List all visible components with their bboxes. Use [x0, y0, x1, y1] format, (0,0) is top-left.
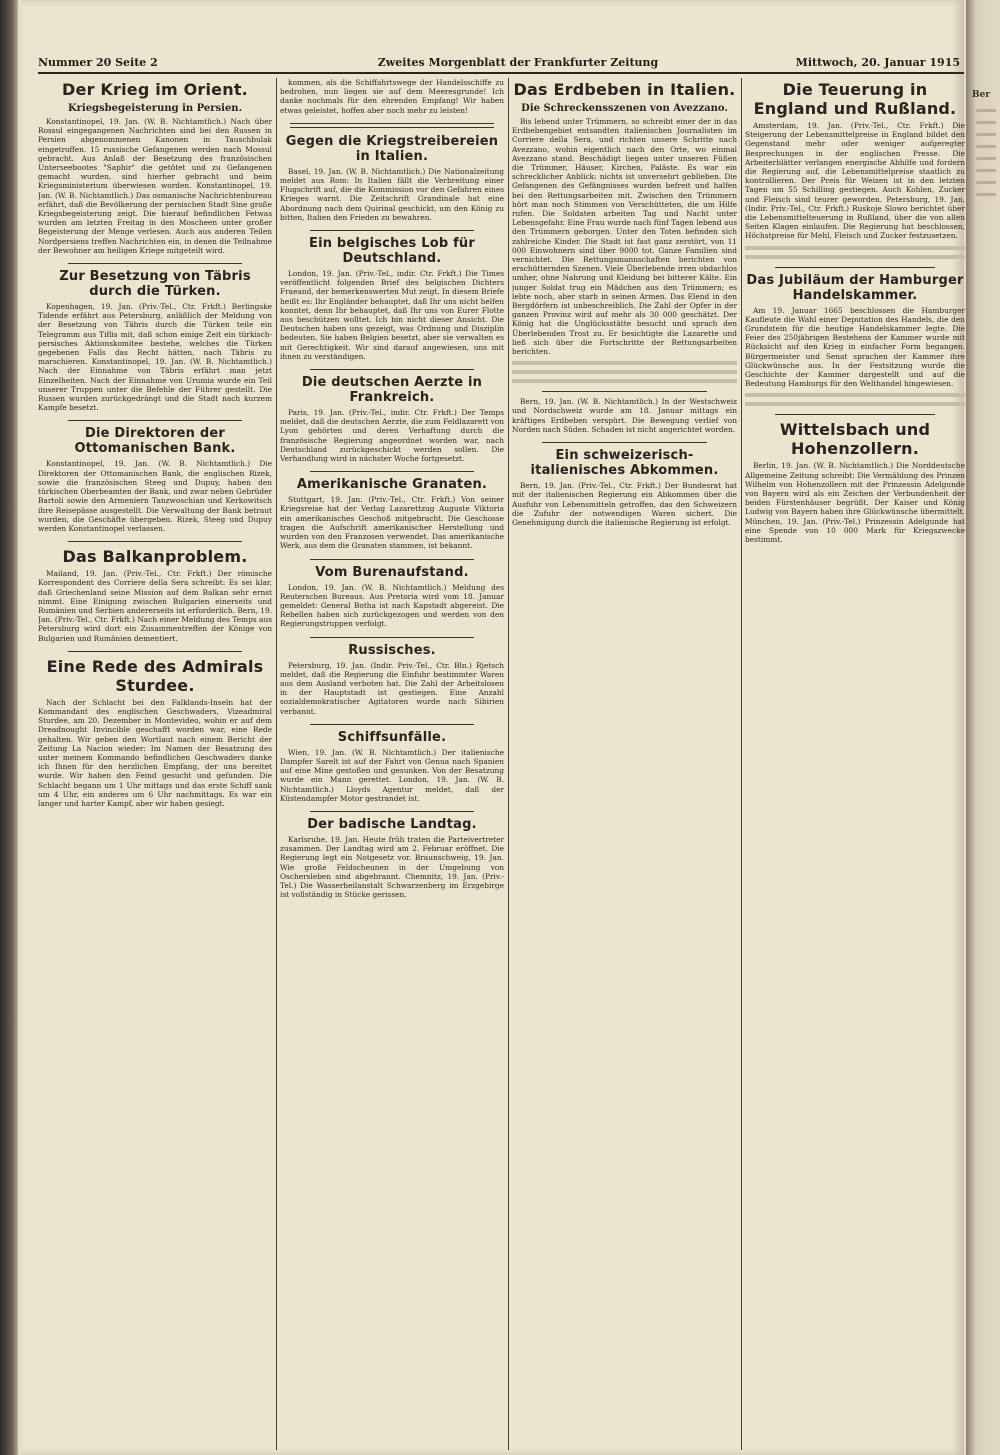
article-ottomanische-bank — [38, 426, 272, 533]
column-divider — [741, 78, 742, 1450]
article-body: Bern, 19. Jan. (W. B. Nichtamtlich.) In der Westschweiz und Nordschweiz wurde am 18. Januar mittags ein kräftiges Erdbeben verspürt. Die Bewegung verlief von Norden nach Süden. Schaden ist nicht angerichtet worden. — [512, 397, 737, 434]
article-balkanproblem — [38, 547, 272, 643]
column-divider — [276, 78, 277, 1450]
article-headline: Zur Besetzung von Täbris durch die Türken. — [59, 269, 251, 300]
article-headline: Der Krieg im Orient. — [62, 80, 248, 99]
article-hamburger-handelskammer — [745, 273, 965, 407]
scan-text-line — [976, 145, 996, 148]
article-headline: Amerikanische Granaten. — [296, 477, 488, 493]
column-4 — [745, 78, 965, 1450]
article-body: kommen, als die Schiffahrtswege der Handelsschiffe zu bedrohen, nun liegen sie auf dem Meeresgrunde! Ich danke nochmals für den ehrenden Empfang! Wir haben etwas geleistet, hoffen aber noch mehr zu leisten! — [280, 78, 504, 115]
article-body: Basel, 19. Jan. (W. B. Nichtamtlich.) Die Nationalzeitung meldet aus Rom: In Italien fällt die Verbreitung einer Flugschrift auf, die die Kommission vor den Gefahren eines Krieges warnt. Die Zeitschrift Grandinale hat eine Abordnung nach dem Quirinal geschickt, um den König zu bitten, Italien den Frieden zu bewahren. — [280, 166, 504, 222]
article-headline: Der badische Landtag. — [307, 816, 477, 832]
article-belgisches-lob — [280, 236, 504, 361]
article-headline: Gegen die Kriegstreibereien in Italien. — [285, 133, 499, 164]
issue-date: Mittwoch, 20. Januar 1915 — [795, 56, 960, 69]
article-headline: Wittelsbach und Hohenzollern. — [779, 420, 931, 459]
article-rule — [310, 637, 474, 638]
article-erdbeben-schweiz — [512, 397, 737, 434]
article-badischer-landtag — [280, 817, 504, 899]
article-body: Paris, 19. Jan. (Priv.-Tel., indir. Ctr. Frkft.) Der Temps meldet, daß die deutschen Aerzte, die zum Feldlazarett von Lyon gehörten und deren Verhaftung durch die französische Regierung angeordnet worden war, nach Deutschland zurückgeschickt werden sollen. Die Verhandlung wird in nächster Woche fortgesetzt. — [280, 408, 504, 464]
scan-text-line — [976, 181, 996, 184]
article-rule — [290, 123, 494, 128]
article-erdbeben-italien — [512, 80, 737, 383]
column-divider — [508, 78, 509, 1450]
article-headline: Ein schweizerisch-italienisches Abkommen. — [530, 448, 719, 479]
article-rule — [310, 471, 474, 472]
scan-text-line — [976, 109, 996, 112]
scan-text-line — [976, 193, 996, 196]
article-krieg-im-orient — [38, 80, 272, 255]
article-body: Karlsruhe, 19. Jan. Heute früh traten die Parteivertreter zusammen. Der Landtag wird am 2. Februar eröffnet. Die Regierung legt ein Notgesetz vor. Braunschweig, 19. Jan. Wie große Feldscheunen in der Umgebung von Oschersleben sind abgebrannt. Chemnitz, 19. Jan. (Priv.-Tel.) Die Wasserheilanstalt Schwarzenberg im Erzgebirge ist vollständig in Stücke gerissen. — [280, 834, 504, 900]
article-headline: Die Direktoren der Ottomanischen Bank. — [74, 426, 236, 457]
column-2 — [280, 78, 504, 1450]
article-headline: Russisches. — [348, 642, 436, 658]
article-headline: Das Erdbeben in Italien. — [513, 80, 736, 99]
newspaper-title: Zweites Morgenblatt der Frankfurter Zeitung — [377, 56, 659, 69]
article-body: Am 19. Januar 1665 beschlossen die Hamburger Kaufleute die Wahl einer Deputation des Handels, die den Grundstein für die heutige Handelskammer legte. Die Feier des 250jährigen Bestehens der Kammer wurde mit Rücksicht auf den Krieg in einfacher Form begangen. Bürgermeister und Senat sprachen der Kammer ihre Glückwünsche aus. In der Festsitzung wurde die Geschichte der Kammer dargestellt und auf die Bedeutung Hamburgs für den Welthandel hingewiesen. — [745, 305, 965, 389]
scan-text-line — [976, 169, 996, 172]
article-burenaufstand — [280, 565, 504, 629]
article-headline: Das Balkanproblem. — [62, 547, 248, 567]
volume-binding — [0, 0, 18, 1455]
article-wittelsbach-hohenzollern — [745, 420, 965, 544]
article-rule — [68, 651, 242, 652]
article-rule — [310, 811, 474, 812]
article-rule — [310, 230, 474, 231]
page-masthead — [38, 56, 964, 74]
column-1 — [38, 78, 272, 1450]
article-teuerung — [745, 80, 965, 259]
article-continuation — [280, 78, 504, 115]
scan-text-line — [512, 379, 737, 383]
article-rule — [775, 414, 935, 415]
article-kriegstreibereien — [280, 134, 504, 222]
scan-text-line — [745, 393, 965, 397]
article-body: Bis lebend unter Trümmern, so schreibt einer der in das Erdbebengebiet entsandten italienischen Journalisten im Corriere della Sera, und richten unsere Schritte nach Avezzano, wohin eigentlich nach den Orte, wo einmal Avezzano stand. Beschädigt liegen unter unseren Füßen die Trümmer, Häuser, Kirchen, Paläste. Es war ein schrecklicher Anblick: nichts ist unversehrt geblieben. Die Gefangenen des Gefängnisses wurden befreit und halfen bei den Rettungsarbeiten mit. Zwischen den Trümmern hört man noch Stimmen von Verschütteten, die um Hilfe rufen. Die Soldaten arbeiten Tag und Nacht unter Lebensgefahr. Eine Frau wurde nach fünf Tagen lebend aus den Trümmern geborgen. Unter den Toten befinden sich zahlreiche Kinder. Die Stadt ist fast ganz zerstört, von 11 000 Einwohnern sind über 9000 tot. Ganze Familien sind vernichtet. Die Rettungsmannschaften berichten von erschütternden Szenen. Viele Überlebende irren obdachlos umher, ohne Nahrung und Kleidung bei bitterer Kälte. Ein junger Soldat trug ein Mädchen aus den Trümmern; es lebte noch, aber starb in seinen Armen. Das Elend in den Bergdörfern ist unbeschreiblich. Die Zahl der Opfer in der ganzen Provinz wird auf mehr als 30 000 geschätzt. Der König hat die Unglücksstätte besucht und sprach den Überlebenden Trost zu. Er besichtigte die Lazarette und ließ sich über die Fortschritte der Rettungsarbeiten berichten. — [512, 117, 737, 357]
article-rule — [310, 369, 474, 370]
article-body: Petersburg, 19. Jan. (Indir. Priv.-Tel., Ctr. Bln.) Rjetsch meldet, daß die Regierung die Einfuhr bestimmter Waren aus dem Ausland verboten hat. Die Zahl der Arbeitslosen in der Hauptstadt ist gestiegen. Eine Anzahl sozialdemokratischer Agitatoren wurde nach Sibirien verbannt. — [280, 660, 504, 716]
article-admiral-sturdee — [38, 657, 272, 808]
article-headline: Die Teuerung in England und Rußland. — [753, 80, 957, 118]
article-body: Amsterdam, 19. Jan. (Priv.-Tel., Ctr. Frkft.) Die Steigerung der Lebensmittelpreise in England bildet den Gegenstand mehr oder weniger aufgeregter Besprechungen in der englischen Presse. Die Arbeiterblätter verlangen energische Abhilfe und fordern die Regierung auf, die Lebensmittelpreise staatlich zu kontrollieren. Der Preis für Weizen ist in den letzten Tagen um 55 Schilling gestiegen. Auch Kohlen, Zucker und Fleisch sind teurer geworden. Petersburg, 19. Jan. (Indir. Priv.-Tel., Ctr. Frkft.) Ruskoje Slowo berichtet über die Lebensmittelteuerung in Rußland, über die von allen Seiten Klagen einlaufen. Die Regierung hat beschlossen, Höchstpreise für Mehl, Fleisch und Zucker festzusetzen. — [745, 121, 965, 241]
article-body: Mailand, 19. Jan. (Priv.-Tel., Ctr. Frkft.) Der römische Korrespondent des Corriere della Sera schreibt: Es sei klar, daß Griechenland seine Mission auf dem Balkan sehr ernst nimmt. Eine Einigung zwischen Bulgarien einerseits und Rumänien und Serbien andererseits ist erforderlich. Bern, 19. Jan. (Priv.-Tel., Ctr. Frkft.) Nach einer Meldung des Temps aus Petersburg wird dort ein Zusammentreffen der Könige von Bulgarien und Rumänien dementiert. — [38, 569, 272, 643]
article-body: London, 19. Jan. (Priv.-Tel., indir. Ctr. Frkft.) Die Times veröffentlicht folgenden Brief des belgischen Dichters Fraeand, der bemerkenswerten Mut zeigt. In diesem Briefe heißt es: Ihr Engländer behauptet, daß Ihr uns nicht helfen konntet, denn Ihr behauptet, daß Ihr uns von Eurer Flotte aus beschützen wolltet. Ich bin nicht dieser Ansicht. Die Deutschen haben uns gezeigt, was Ordnung und Disziplin bedeuten. Sie haben Belgien besetzt, aber sie verwalten es mit Gerechtigkeit. Wir sind darauf angewiesen, uns mit ihnen zu verständigen. — [280, 269, 504, 361]
article-headline: Ein belgisches Lob für Deutschland. — [308, 236, 475, 267]
scan-text-line — [976, 157, 996, 160]
article-amerikanische-granaten — [280, 477, 504, 550]
article-rule — [542, 442, 707, 443]
issue-number: Nummer 20 Seite 2 — [38, 56, 158, 69]
article-rule — [310, 559, 474, 560]
article-headline: Schiffsunfälle. — [337, 729, 447, 745]
scan-text-line — [745, 255, 965, 259]
article-rule — [68, 263, 242, 264]
article-deutsche-aerzte — [280, 375, 504, 463]
adjacent-page-text: Ber — [972, 90, 991, 100]
article-russisches — [280, 643, 504, 716]
article-body: Stuttgart, 19. Jan. (Priv.-Tel., Ctr. Frkft.) Von seiner Kriegsreise hat der Verlag Lazarettzug Auguste Viktoria ein amerikanisches Geschoß mitgebracht. Die Geschosse tragen die Aufschrift amerikanischer Herstellung und wurden von den Franzosen verwendet. Das amerikanische Werk, aus dem die Granaten stammen, ist bekannt. — [280, 495, 504, 551]
article-headline: Das Jubiläum der Hamburger Handelskammer. — [746, 272, 964, 303]
article-rule — [775, 267, 935, 268]
scan-text-line — [976, 121, 996, 124]
article-rule — [68, 541, 242, 542]
column-3 — [512, 78, 737, 1450]
scan-text-line — [976, 133, 996, 136]
article-headline: Die deutschen Aerzte in Frankreich. — [301, 375, 483, 406]
article-headline: Eine Rede des Admirals Sturdee. — [46, 656, 264, 695]
article-taebris — [38, 269, 272, 412]
adjacent-page-sliver — [966, 0, 1000, 1455]
article-body: Kopenhagen, 19. Jan. (Priv.-Tel., Ctr. Frkft.) Berlingske Tidende erfährt aus Petersburg, anläßlich der Meldung von der Besetzung von Täbris durch die Türken teile ein Telegramm aus Tiflis mit, daß schon einige Zeit ein türkisch-persisches Aktionskomitee bestehe, welches die Türken gegebenen Falls das Recht hätten, nach Täbris zu marschieren. Konstantinopel, 19. Jan. (W. B. Nichtamtlich.) Nach der Einnahme von Täbris erfährt man jetzt Einzelheiten. Nach der Einnahme von Urumia wurde ein Teil unserer Truppen unter die Befehle der Führer gestellt. Die Russen wurden zurückgedrängt und die Stadt nach kurzem Kampfe besetzt. — [38, 302, 272, 413]
article-body: Bern, 19. Jan. (Priv.-Tel., Ctr. Frkft.) Der Bundesrat hat mit der italienischen Regierung ein Abkommen über die Ausfuhr von Lebensmitteln getroffen, das den Schweizern die Zufuhr der notwendigen Waren sichert. Die Genehmigung durch die italienische Regierung ist erfolgt. — [512, 481, 737, 527]
article-body: Nach der Schlacht bei den Falklands-Inseln hat der Kommandant des englischen Geschwaders, Vizeadmiral Sturdee, am 20. Dezember in Montevideo, wohin er auf dem Dreadnought Invincible geschafft worden war, eine Rede gehalten. Wir geben den Wortlaut nach einem Bericht der Zeitung La Nacion wieder: Im Namen der Besatzung des unter meinem Kommando befindlichen Geschwaders danke ich Ihnen für den herzlichen Empfang, der uns bereitet wurde. Wir haben den Feind gesucht und gefunden. Die Schlacht begann um 1 Uhr mittags und das erste Schiff sank um 4 Uhr, ein anderes um 6 Uhr nachmittags. Es war ein langer und harter Kampf, aber wir haben gesiegt. — [38, 697, 272, 808]
article-rule — [310, 724, 474, 725]
article-headline: Vom Burenaufstand. — [315, 564, 469, 580]
article-body: Wien, 19. Jan. (W. B. Nichtamtlich.) Der italienische Dampfer Sarelt ist auf der Fahrt von Genua nach Spanien auf eine Mine gestoßen und gesunken. Von der Besatzung wurde ein Mann gerettet. London, 19. Jan. (W. B. Nichtamtlich.) Lloyds Agentur meldet, daß der Küstendampfer Motor gestrandet ist. — [280, 747, 504, 803]
article-subhead: Die Schreckensszenen von Avezzano. — [521, 103, 728, 114]
scan-text-line — [512, 370, 737, 374]
article-body: Konstantinopel, 19. Jan. (W. B. Nichtamtlich.) Nach über Rossul eingegangenen Nachrichten sind bei den Russen in Persien abgenommenen Kanonen in Tauschbulak eingetroffen. 15 russische Gefangenen werden nach Mossul gebracht. Aus Anlaß der Besetzung des französischen Unterseebootes "Saphir" die getötet und zu Gefangenen gemacht wurden, sind hierher gebracht und beim Kriegsministerium überwiesen worden. Konstantinopel, 19. Jan. (W. B. Nichtamtlich.) Das osmanische Nachrichtenbureau erfährt, daß die Bevölkerung der persischen Stadt Sine große Kriegsbegeisterung zeigt. Die hierauf befindlichen Fetwas wurden am letzten Freitag in den Moscheen unter großer Begeisterung der Menge verlesen. Auch aus anderen Teilen Nordpersiens treffen Nachrichten ein, in denen die Teilnahme der Bewohner am heiligen Kriege mitgeteilt wird. — [38, 117, 272, 255]
article-rule — [542, 391, 707, 392]
scan-text-line — [512, 361, 737, 365]
article-body: Berlin, 19. Jan. (W. B. Nichtamtlich.) Die Norddeutsche Allgemeine Zeitung schreibt: Die Vermählung des Prinzen Wilhelm von Hohenzollern mit der Prinzessin Adelgunde von Bayern wird als ein Zeichen der Verbundenheit der beiden Fürstenhäuser begrüßt. Der Kaiser und König Ludwig von Bayern haben ihre Glückwünsche übermittelt. München, 19. Jan. (Priv.-Tel.) Prinzessin Adelgunde hat eine Spende von 10 000 Mark für Kriegszwecke bestimmt. — [745, 461, 965, 545]
article-subhead: Kriegsbegeisterung in Persien. — [67, 103, 243, 114]
scan-text-line — [745, 402, 965, 406]
article-body: Konstantinopel, 19. Jan. (W. B. Nichtamtlich.) Die Direktoren der Ottomanischen Bank, die englischen Rizek, sowie die französischen Steeg und Dupuy, haben den türkischen Oberbeamten der Bank, und zwar neben Gebrüder Bartoli sowie den Armeniern Tanzwoschian und Kerkowitsch ihre Reisepässe ausgestellt. Die Verwaltung der Bank betraut wurden, die Geschäfte übergeben. Rizek, Steeg und Dupuy werden Konstantinopel verlassen. — [38, 459, 272, 533]
article-schweiz-italien-abkommen — [512, 448, 737, 527]
article-rule — [68, 420, 242, 421]
scan-text-line — [745, 246, 965, 250]
article-schiffsunfaelle — [280, 730, 504, 803]
article-body: London, 19. Jan. (W. B. Nichtamtlich.) Meldung des Reuterschen Bureaus. Aus Pretoria wird vom 18. Januar gemeldet: General Botha ist nach Kapstadt abgereist. Die Rebellen haben sich zurückgezogen und werden von den Regierungstruppen verfolgt. — [280, 582, 504, 629]
